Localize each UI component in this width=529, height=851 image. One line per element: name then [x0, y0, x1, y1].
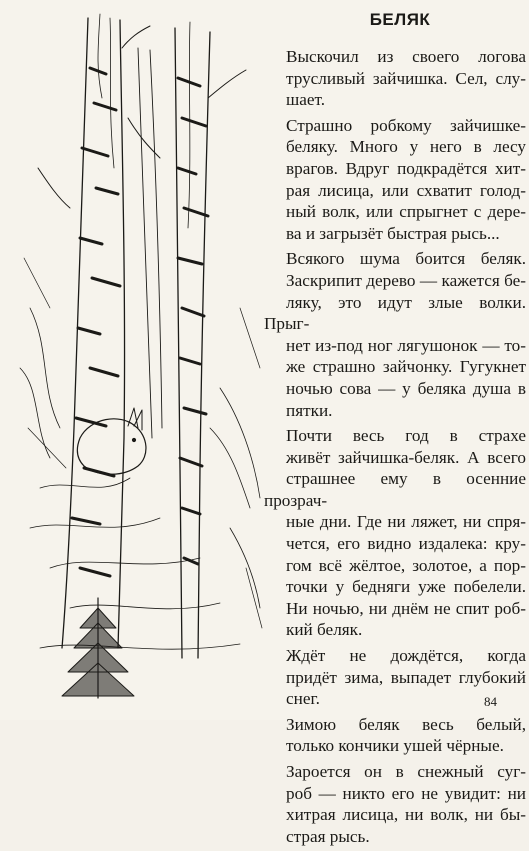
text-line: роб — никто его не увидит: ни: [286, 783, 526, 803]
text-line: Почти весь год в страхе: [286, 426, 526, 446]
text-line: трусливый зайчишка. Сел, слу-: [286, 68, 526, 88]
text-line: живёт зайчишка-беляк. А всего: [286, 447, 526, 467]
story-title: БЕЛЯК: [369, 10, 431, 29]
text-line: придёт зима, выпадет глубокий: [286, 667, 526, 687]
paragraph: [264, 248, 526, 421]
paragraph: [264, 425, 526, 641]
text-line: только кончики ушей чёрные.: [286, 736, 504, 756]
text-line: ва и загрызёт быстрая рысь...: [286, 223, 500, 243]
text-line: беляку. Много у него в лесу: [286, 137, 526, 157]
page-number: 84: [484, 694, 497, 709]
text-line: ляку, это идут злые волки. Прыг-: [264, 292, 526, 334]
paragraph: [264, 46, 526, 111]
paragraph: [264, 761, 526, 847]
text-line: страя рысь.: [286, 826, 370, 846]
text-line: врагов. Вдруг подкрадётся хит-: [286, 158, 526, 178]
text-line: Ни ночью, ни днём не спит роб-: [286, 598, 526, 618]
text-line: же страшно зайчонку. Гугукнет: [286, 357, 526, 377]
text-line: снег.: [286, 689, 320, 709]
text-line: пятки.: [286, 400, 333, 420]
paragraph: [264, 714, 526, 757]
text-line: гом всё жёлтое, золотое, а пор-: [286, 555, 526, 575]
text-line: Ждёт не дождётся, когда: [286, 646, 526, 666]
text-line: страшнее ему в осенние прозрач-: [264, 469, 526, 510]
text-line: Заскрипит дерево — кажется бе-: [286, 270, 526, 290]
text-line: хитрая лисица, ни волк, ни бы-: [286, 805, 526, 825]
text-line: точки у бедняги уже побелели.: [286, 577, 526, 597]
text-line: ночью сова — у беляка душа в: [286, 378, 526, 398]
text-line: Всякого шума боится беляк.: [286, 249, 526, 269]
text-line: кий беляк.: [286, 620, 363, 640]
text-line: Страшно робкому зайчишке-: [286, 115, 526, 135]
story-text-column: [264, 10, 526, 851]
text-line: ные дни. Где ни ляжет, ни спря-: [286, 512, 526, 532]
text-line: нет из-под ног лягушонок — то-: [286, 335, 526, 355]
text-line: рая лисица, или схватит голод-: [286, 180, 526, 200]
text-line: чется, его видно издалека: кру-: [286, 534, 526, 554]
paragraph: [264, 115, 526, 245]
text-line: Зароется он в снежный суг-: [286, 762, 526, 781]
text-line: Зимою беляк весь белый,: [286, 714, 526, 734]
text-line: шает.: [286, 90, 326, 110]
birch-trees-and-hare-illustration: [10, 8, 272, 708]
text-line: ный волк, или спрыгнет с дере-: [286, 202, 526, 222]
text-line: Выскочил из своего логова: [286, 47, 526, 66]
